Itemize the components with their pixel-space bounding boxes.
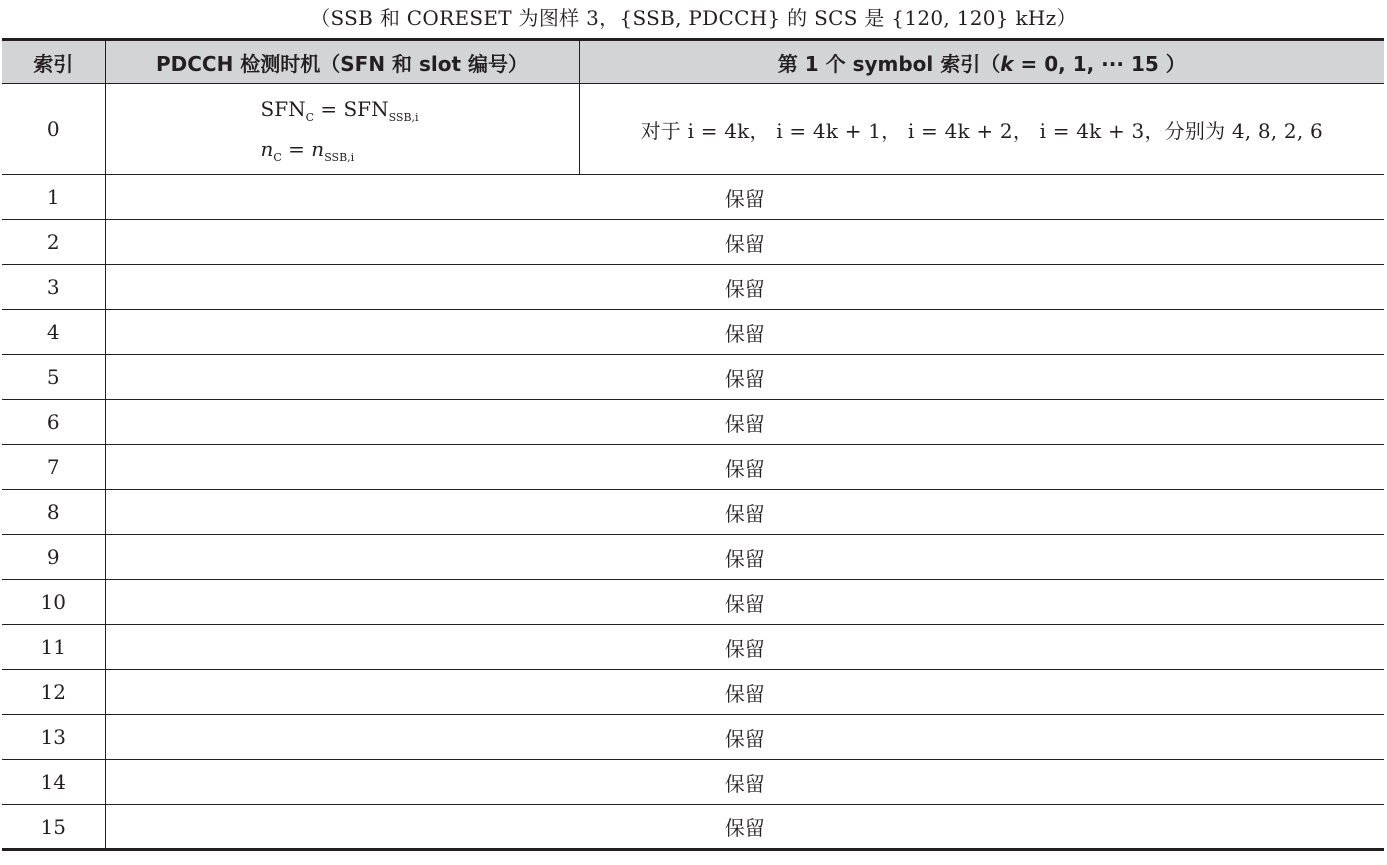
n-lhs: n bbox=[260, 137, 274, 161]
reserved-cell: 保留 bbox=[105, 265, 1384, 310]
table-row bbox=[2, 84, 1384, 175]
n-rhs-sub: SSB,i bbox=[324, 151, 355, 164]
slot-equation bbox=[106, 129, 579, 169]
reserved-cell: 保留 bbox=[105, 760, 1384, 805]
row-index: 5 bbox=[2, 355, 105, 400]
row-index: 6 bbox=[2, 400, 105, 445]
table-row bbox=[2, 445, 1384, 490]
sfn-lhs: SFN bbox=[260, 97, 306, 121]
row-index: 13 bbox=[2, 715, 105, 760]
monitoring-occasion-cell bbox=[105, 84, 579, 175]
reserved-cell: 保留 bbox=[105, 625, 1384, 670]
row-index: 0 bbox=[2, 84, 105, 175]
table-row bbox=[2, 805, 1384, 850]
row-index: 1 bbox=[2, 175, 105, 220]
table-row bbox=[2, 265, 1384, 310]
table-row bbox=[2, 580, 1384, 625]
header-symbol-suffix: = 0, 1, ··· 15 ） bbox=[1013, 51, 1186, 76]
row-index: 14 bbox=[2, 760, 105, 805]
n-lhs-sub: C bbox=[273, 151, 282, 164]
row-index: 9 bbox=[2, 535, 105, 580]
reserved-cell: 保留 bbox=[105, 715, 1384, 760]
table-row bbox=[2, 490, 1384, 535]
table-row bbox=[2, 535, 1384, 580]
row-index: 8 bbox=[2, 490, 105, 535]
row-index: 10 bbox=[2, 580, 105, 625]
table-row bbox=[2, 220, 1384, 265]
row-index: 7 bbox=[2, 445, 105, 490]
reserved-cell: 保留 bbox=[105, 400, 1384, 445]
sfn-rhs-sub: SSB,i bbox=[388, 111, 419, 124]
header-monitoring-occasion: PDCCH 检测时机（SFN 和 slot 编号） bbox=[105, 40, 579, 84]
reserved-cell: 保留 bbox=[105, 220, 1384, 265]
table-row bbox=[2, 715, 1384, 760]
reserved-cell: 保留 bbox=[105, 580, 1384, 625]
table-row bbox=[2, 175, 1384, 220]
row-index: 2 bbox=[2, 220, 105, 265]
reserved-cell: 保留 bbox=[105, 355, 1384, 400]
table-body bbox=[2, 84, 1384, 850]
row-index: 4 bbox=[2, 310, 105, 355]
first-symbol-cell: 对于 i = 4k， i = 4k + 1， i = 4k + 2， i = 4k + 3，分别为 4, 8, 2, 6 bbox=[579, 84, 1384, 175]
pdcch-monitoring-table bbox=[2, 38, 1384, 851]
table-header-row bbox=[2, 40, 1384, 84]
row-index: 15 bbox=[2, 805, 105, 850]
table-row bbox=[2, 355, 1384, 400]
table-row bbox=[2, 760, 1384, 805]
header-symbol-var: k bbox=[1000, 51, 1014, 76]
reserved-cell: 保留 bbox=[105, 805, 1384, 850]
sfn-op: = bbox=[314, 97, 344, 121]
sfn-rhs: SFN bbox=[343, 97, 389, 121]
table-caption: （SSB 和 CORESET 为图样 3，{SSB, PDCCH} 的 SCS 是 {120, 120} kHz） bbox=[310, 6, 1077, 30]
header-symbol-prefix: 第 1 个 symbol 索引（ bbox=[777, 51, 1001, 76]
reserved-cell: 保留 bbox=[105, 310, 1384, 355]
reserved-cell: 保留 bbox=[105, 445, 1384, 490]
row-index: 12 bbox=[2, 670, 105, 715]
reserved-cell: 保留 bbox=[105, 490, 1384, 535]
header-index: 索引 bbox=[2, 40, 105, 84]
sfn-lhs-sub: C bbox=[305, 111, 314, 124]
row-index: 3 bbox=[2, 265, 105, 310]
reserved-cell: 保留 bbox=[105, 535, 1384, 580]
reserved-cell: 保留 bbox=[105, 670, 1384, 715]
n-rhs: n bbox=[311, 137, 325, 161]
table-row bbox=[2, 625, 1384, 670]
reserved-cell: 保留 bbox=[105, 175, 1384, 220]
table-row bbox=[2, 310, 1384, 355]
header-first-symbol-index bbox=[579, 40, 1384, 84]
n-op: = bbox=[281, 137, 312, 161]
row-index: 11 bbox=[2, 625, 105, 670]
table-row bbox=[2, 670, 1384, 715]
table-row bbox=[2, 400, 1384, 445]
sfn-equation bbox=[106, 89, 579, 129]
